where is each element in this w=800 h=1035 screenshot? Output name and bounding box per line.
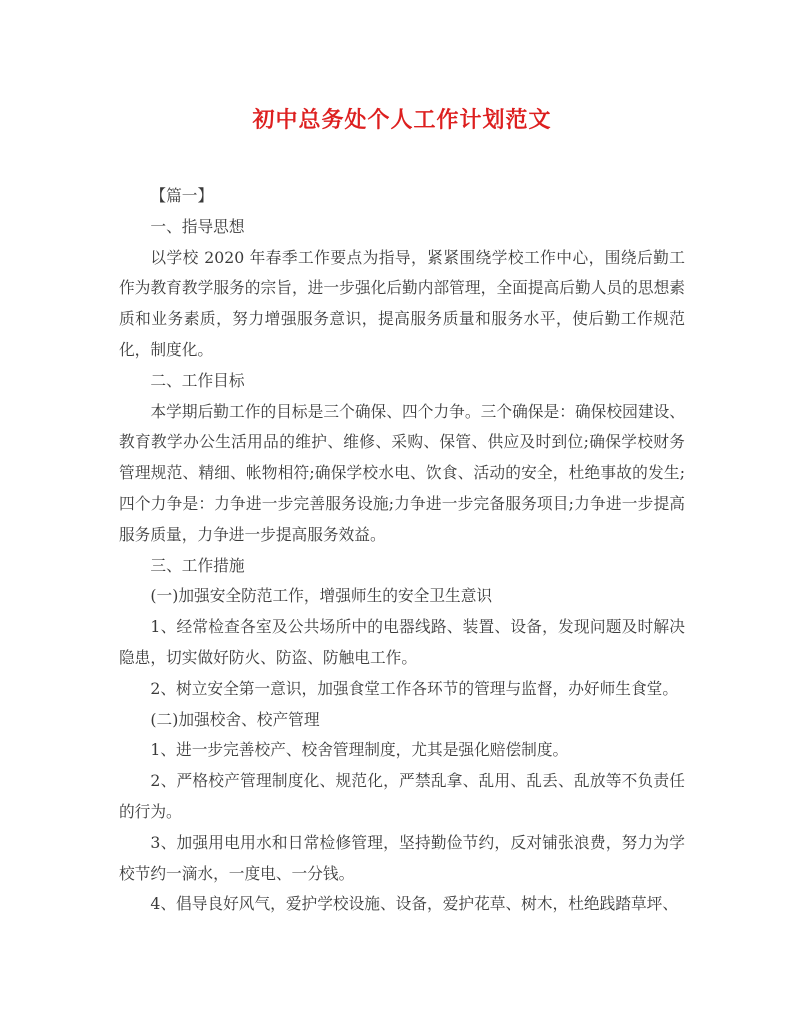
document-title: 初中总务处个人工作计划范文 <box>252 107 552 133</box>
paragraph: 1、经常检查各室及公共场所中的电器线路、装置、设备，发现问题及时解决隐患，切实做好防火、防盗、防触电工作。 <box>119 617 685 667</box>
paragraph: 4、倡导良好风气，爱护学校设施、设备，爱护花草、树木，杜绝践踏草坪、 <box>150 894 679 914</box>
document-body <box>119 181 685 920</box>
heading-work-goals: 二、工作目标 <box>150 370 245 390</box>
subheading-property-management: (二)加强校舍、校产管理 <box>150 709 320 729</box>
heading-guiding-ideology: 一、指导思想 <box>150 216 245 236</box>
paragraph: 以学校 2020 年春季工作要点为指导，紧紧围绕学校工作中心，围绕后勤工作为教育教学服务的宗旨，进一步强化后勤内部管理，全面提高后勤人员的思想素质和业务素质，努力增强服务意识，提高服务质量和服务水平，使后勤工作规范化，制度化。 <box>119 247 685 359</box>
heading-work-measures: 三、工作措施 <box>150 555 245 575</box>
subheading-safety: (一)加强安全防范工作，增强师生的安全卫生意识 <box>150 586 493 606</box>
paragraph: 1、进一步完善校产、校舍管理制度，尤其是强化赔偿制度。 <box>150 740 569 760</box>
paragraph: 本学期后勤工作的目标是三个确保、四个力争。三个确保是：确保校园建设、教育教学办公生活用品的维护、维修、采购、保管、供应及时到位;确保学校财务管理规范、精细、帐物相符;确保学校水电、饮食、活动的安全，杜绝事故的发生;四个力争是：力争进一步完善服务设施;力争进一步完备服务项目;力争进一步提高服务质量，力争进一步提高服务效益。 <box>119 401 685 544</box>
section-marker: 【篇一】 <box>150 186 214 205</box>
paragraph: 2、树立安全第一意识，加强食堂工作各环节的管理与监督，办好师生食堂。 <box>150 678 679 698</box>
paragraph: 3、加强用电用水和日常检修管理，坚持勤俭节约，反对铺张浪费，努力为学校节约一滴水，一度电、一分钱。 <box>119 832 685 883</box>
paragraph: 2、严格校产管理制度化、规范化，严禁乱拿、乱用、乱丢、乱放等不负责任的行为。 <box>119 771 685 821</box>
